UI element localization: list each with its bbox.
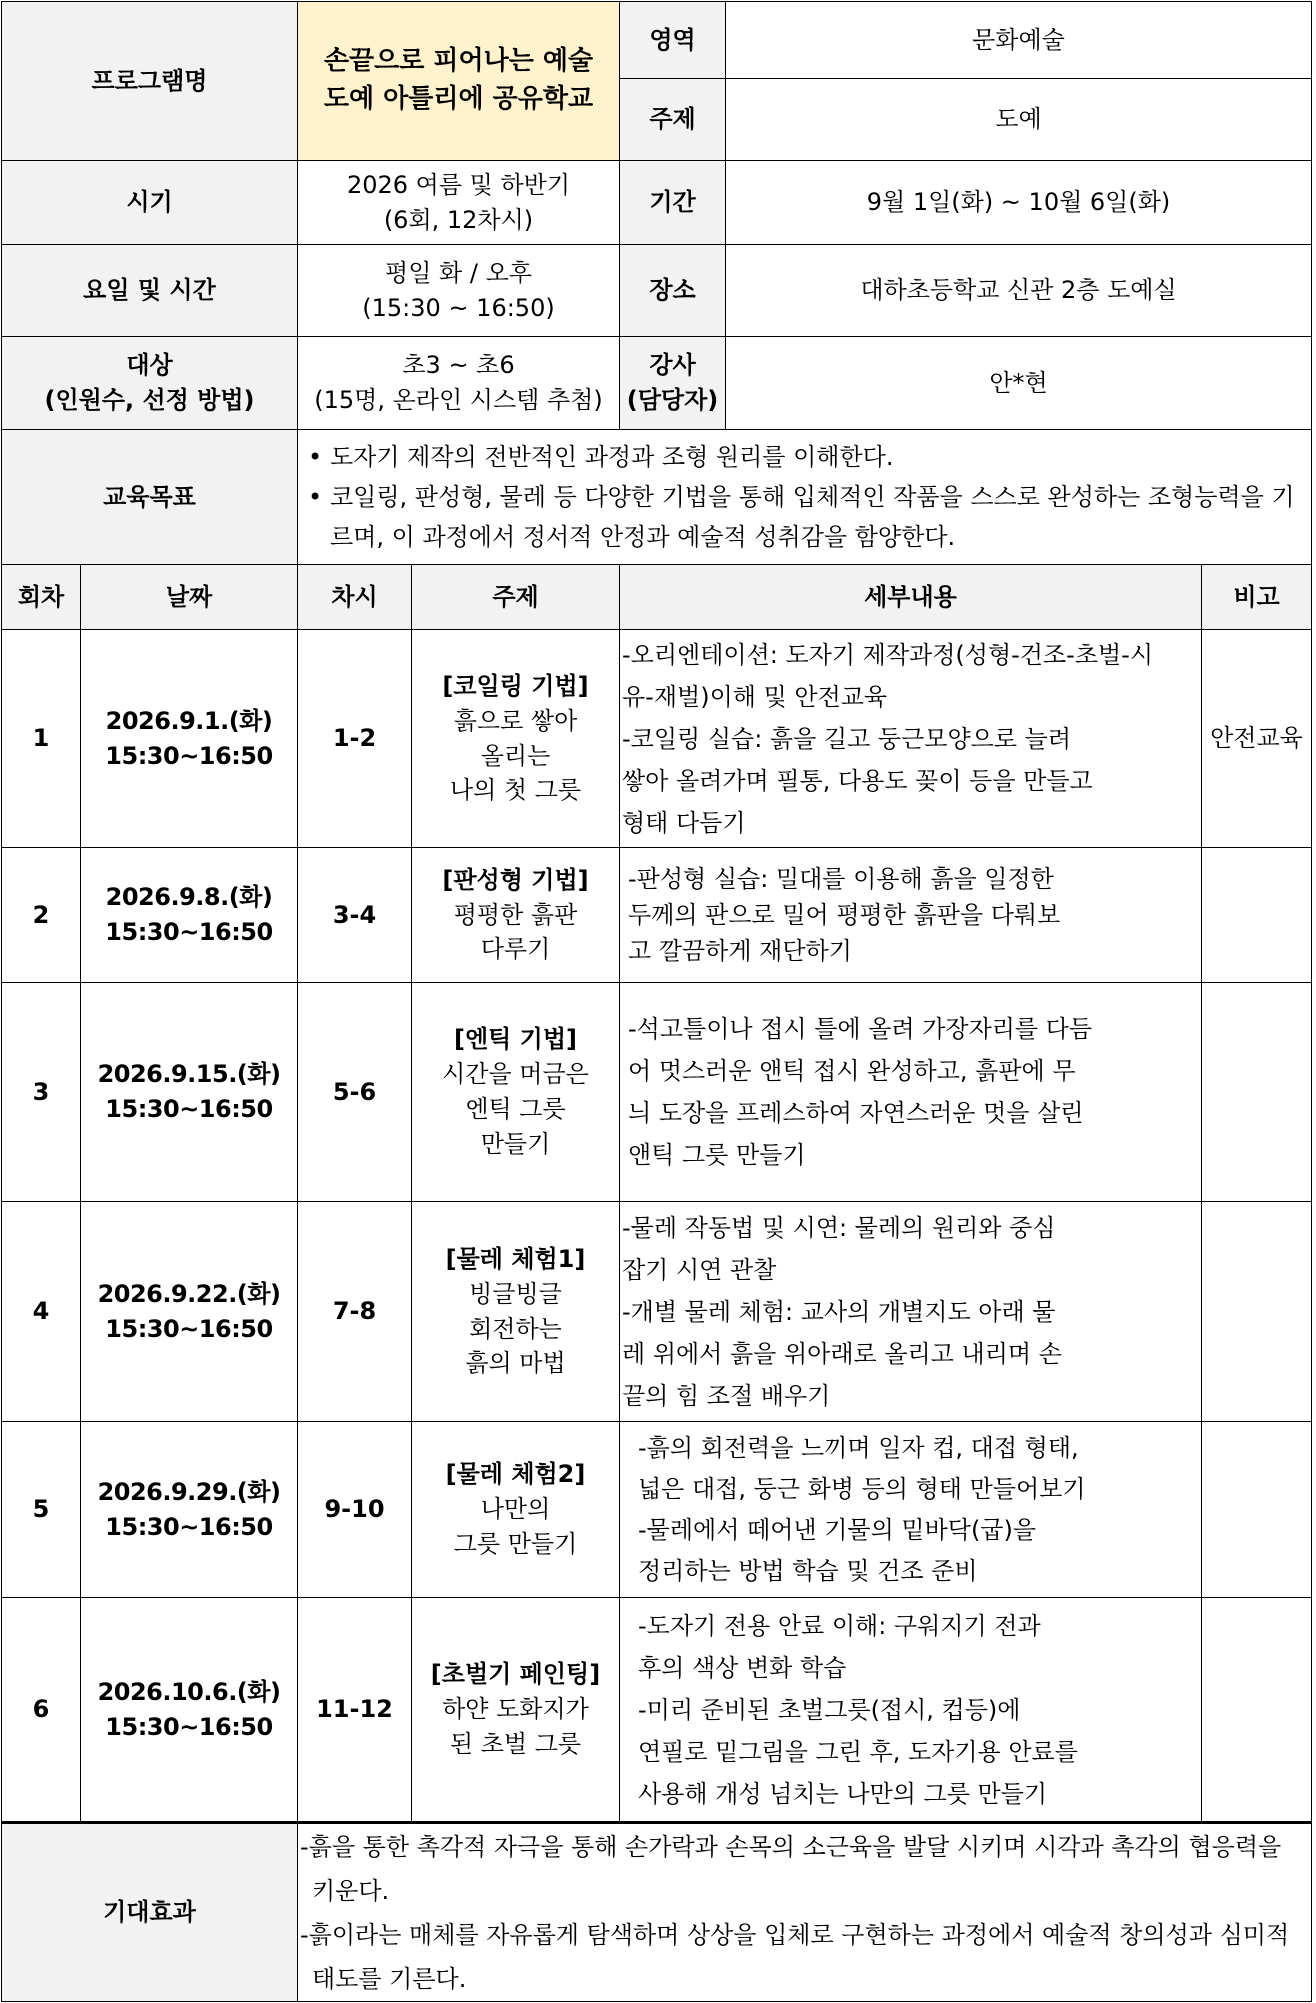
goals-value: [298, 430, 1312, 565]
session-period: 1-2: [298, 630, 412, 848]
program-name-line1: 손끝으로 피어나는 예술: [323, 46, 594, 77]
session-topic: [412, 1422, 620, 1598]
place-value: 대하초등학교 신관 2층 도예실: [726, 245, 1312, 337]
duration-label: 기간: [620, 161, 726, 245]
session-period: 5-6: [298, 983, 412, 1202]
session-row: [2, 630, 1312, 848]
effects-line: 태도를 기른다.: [312, 1964, 467, 1993]
session-detail-line: -미리 준비된 초벌그릇(접시, 컵등)에: [638, 1695, 1021, 1724]
session-note: 안전교육: [1202, 630, 1312, 848]
session-topic-line: 올리는: [480, 741, 551, 770]
session-detail-line: 두께의 판으로 밀어 평평한 흙판을 다뤄보: [628, 901, 1061, 929]
session-detail-line: -흙의 회전력을 느끼며 일자 컵, 대접 형태,: [638, 1433, 1079, 1462]
session-date: [81, 1422, 298, 1598]
session-round: 2: [2, 848, 81, 983]
session-row: [2, 1598, 1312, 1823]
session-date: [81, 1202, 298, 1422]
session-detail-line: -개별 물레 체험: 교사의 개별지도 아래 물: [622, 1297, 1056, 1326]
session-date: [81, 1598, 298, 1823]
period-value: [298, 161, 620, 245]
session-detail: [620, 848, 1202, 983]
session-topic: [412, 1598, 620, 1823]
session-date-time: 15:30~16:50: [105, 1512, 273, 1541]
session-date-time: 15:30~16:50: [105, 1712, 273, 1741]
header-session: 차시: [298, 565, 412, 630]
day-line1: 평일 화 / 오후: [385, 258, 532, 287]
teacher-label-line1: 강사: [649, 351, 696, 380]
period-line1: 2026 여름 및 하반기: [346, 170, 571, 199]
effects-label: 기대효과: [2, 1823, 298, 2002]
session-period: 3-4: [298, 848, 412, 983]
session-note: [1202, 1202, 1312, 1422]
program-name-label: 프로그램명: [2, 2, 298, 161]
area-label: 영역: [620, 2, 726, 79]
session-topic-line: 나만의: [480, 1495, 551, 1524]
target-line2: (15명, 온라인 시스템 추첨): [314, 386, 603, 414]
session-topic-line: 회전하는: [469, 1314, 562, 1343]
effects-line: -흙을 통한 촉각적 자극을 통해 손가락과 손목의 소근육을 발달 시키며 시각과 촉각의 협응력을: [300, 1832, 1282, 1861]
session-detail: [620, 1422, 1202, 1598]
area-value: 문화예술: [726, 2, 1312, 79]
session-topic-line: 엔틱 그릇: [465, 1095, 566, 1123]
session-topic-line: 흙으로 쌓아: [453, 706, 578, 735]
session-topic-title: [코일링 기법]: [442, 671, 589, 700]
day-time-value: [298, 245, 620, 337]
teacher-label: [620, 337, 726, 430]
session-note: [1202, 1598, 1312, 1823]
session-date-day: 2026.9.22.(화): [97, 1279, 281, 1308]
target-label-line2: (인원수, 선정 방법): [44, 386, 255, 414]
session-detail-line: 앤틱 그릇 만들기: [628, 1141, 806, 1169]
session-detail-line: 어 멋스러운 앤틱 접시 완성하고, 흙판에 무: [628, 1057, 1076, 1085]
session-detail-line: -물레에서 떼어낸 기물의 밑바닥(굽)을: [638, 1515, 1037, 1544]
session-date-day: 2026.9.8.(화): [105, 883, 273, 912]
session-topic-line: 하얀 도화지가: [442, 1695, 589, 1724]
target-value: [298, 337, 620, 430]
goal-item: • 코일링, 판성형, 물레 등 다양한 기법을 통해 입체적인 작품을 스스로 완성하는 조형능력을 기르며, 이 과정에서 정서적 안정과 예술적 성취감을 함양한다.: [304, 477, 1305, 557]
goals-list: [304, 437, 1305, 557]
session-period: 11-12: [298, 1598, 412, 1823]
teacher-label-line2: (담당자): [626, 386, 719, 414]
session-topic: [412, 848, 620, 983]
header-topic: 주제: [412, 565, 620, 630]
session-detail-line: 늬 도장을 프레스하여 자연스러운 멋을 살린: [628, 1099, 1084, 1127]
session-round: 5: [2, 1422, 81, 1598]
session-detail-line: 레 위에서 흙을 위아래로 올리고 내리며 손: [622, 1339, 1062, 1368]
session-detail-line: 고 깔끔하게 재단하기: [628, 937, 852, 965]
session-row: [2, 983, 1312, 1202]
session-detail: [620, 1202, 1202, 1422]
effects-line: 키운다.: [312, 1876, 390, 1905]
target-line1: 초3 ~ 초6: [402, 351, 515, 380]
session-detail-line: -석고틀이나 접시 틀에 올려 가장자리를 다듬: [628, 1015, 1093, 1043]
program-name-value: [298, 2, 620, 161]
goal-item: • 도자기 제작의 전반적인 과정과 조형 원리를 이해한다.: [304, 437, 1305, 477]
session-row: [2, 1202, 1312, 1422]
program-name-line2: 도예 아틀리에 공유학교: [323, 84, 594, 114]
session-topic-line: 빙글빙글: [469, 1279, 562, 1308]
session-row: [2, 848, 1312, 983]
session-detail-line: 정리하는 방법 학습 및 건조 준비: [638, 1556, 978, 1585]
session-period: 9-10: [298, 1422, 412, 1598]
goals-label: 교육목표: [2, 430, 298, 565]
session-detail-line: -코일링 실습: 흙을 길고 둥근모양으로 늘려: [622, 724, 1072, 753]
header-date: 날짜: [81, 565, 298, 630]
session-topic: [412, 630, 620, 848]
session-detail-line: 넓은 대접, 둥근 화병 등의 형태 만들어보기: [638, 1474, 1086, 1503]
effects-value: [298, 1823, 1312, 2002]
session-topic-title: [엔틱 기법]: [453, 1025, 578, 1054]
session-detail-line: 형태 다듬기: [622, 808, 746, 837]
session-detail: [620, 983, 1202, 1202]
teacher-value: 안*현: [726, 337, 1312, 430]
session-topic-line: 시간을 머금은: [442, 1060, 589, 1089]
session-topic-line: 흙의 마법: [465, 1349, 566, 1378]
session-detail: [620, 1598, 1202, 1823]
session-detail-line: 유-재벌)이해 및 안전교육: [622, 682, 888, 711]
place-label: 장소: [620, 245, 726, 337]
period-line2: (6회, 12차시): [383, 205, 534, 234]
session-date: [81, 983, 298, 1202]
session-topic-line: 그릇 만들기: [453, 1529, 578, 1558]
session-detail-line: 후의 색상 변화 학습: [638, 1653, 847, 1682]
session-topic-title: [물레 체험2]: [445, 1460, 586, 1489]
session-detail-line: -판성형 실습: 밀대를 이용해 흙을 일정한: [628, 865, 1054, 893]
theme-label: 주제: [620, 79, 726, 161]
period-label: 시기: [2, 161, 298, 245]
session-round: 1: [2, 630, 81, 848]
session-date-time: 15:30~16:50: [105, 741, 273, 770]
header-note: 비고: [1202, 565, 1312, 630]
session-round: 3: [2, 983, 81, 1202]
duration-value: 9월 1일(화) ~ 10월 6일(화): [726, 161, 1312, 245]
day-line2: (15:30 ~ 16:50): [362, 293, 555, 322]
session-period: 7-8: [298, 1202, 412, 1422]
session-date-time: 15:30~16:50: [105, 918, 273, 946]
session-row: [2, 1422, 1312, 1598]
session-date-day: 2026.10.6.(화): [97, 1677, 281, 1706]
session-detail-line: -도자기 전용 안료 이해: 구워지기 전과: [638, 1611, 1041, 1640]
session-detail-line: 잡기 시연 관찰: [622, 1255, 777, 1284]
session-topic: [412, 983, 620, 1202]
session-detail-line: -오리엔테이션: 도자기 제작과정(성형-건조-초벌-시: [622, 640, 1154, 669]
session-topic-line: 평평한 흙판: [453, 900, 578, 929]
session-note: [1202, 983, 1312, 1202]
session-date-day: 2026.9.15.(화): [97, 1060, 281, 1089]
session-topic-line: 다루기: [480, 935, 551, 964]
session-date-day: 2026.9.1.(화): [105, 706, 273, 735]
program-plan-table: [1, 1, 1312, 2002]
session-detail-line: 사용해 개성 넘치는 나만의 그릇 만들기: [638, 1779, 1048, 1808]
header-round: 회차: [2, 565, 81, 630]
session-note: [1202, 848, 1312, 983]
session-detail-line: -물레 작동법 및 시연: 물레의 원리와 중심: [622, 1213, 1056, 1242]
session-detail-line: 쌓아 올려가며 필통, 다용도 꽂이 등을 만들고: [622, 766, 1093, 795]
theme-value: 도예: [726, 79, 1312, 161]
session-topic-title: [판성형 기법]: [442, 865, 589, 894]
session-topic-title: [초벌기 페인팅]: [430, 1660, 601, 1689]
target-label: [2, 337, 298, 430]
session-round: 6: [2, 1598, 81, 1823]
target-label-line1: 대상: [126, 351, 173, 380]
session-date-day: 2026.9.29.(화): [97, 1477, 281, 1506]
session-detail-line: 연필로 밑그림을 그린 후, 도자기용 안료를: [638, 1737, 1078, 1766]
session-note: [1202, 1422, 1312, 1598]
session-date-time: 15:30~16:50: [105, 1314, 273, 1343]
session-date: [81, 630, 298, 848]
day-time-label: 요일 및 시간: [2, 245, 298, 337]
effects-line: -흙이라는 매체를 자유롭게 탐색하며 상상을 입체로 구현하는 과정에서 예술적 창의성과 심미적: [300, 1920, 1290, 1949]
session-topic-line: 나의 첫 그릇: [449, 776, 582, 805]
session-topic: [412, 1202, 620, 1422]
session-topic-title: [물레 체험1]: [445, 1244, 586, 1273]
session-detail: [620, 630, 1202, 848]
session-topic-line: 된 초벌 그릇: [449, 1729, 582, 1758]
header-detail: 세부내용: [620, 565, 1202, 630]
session-detail-line: 끝의 힘 조절 배우기: [622, 1381, 831, 1410]
session-date: [81, 848, 298, 983]
session-date-time: 15:30~16:50: [105, 1095, 273, 1123]
session-topic-line: 만들기: [480, 1129, 551, 1158]
session-round: 4: [2, 1202, 81, 1422]
